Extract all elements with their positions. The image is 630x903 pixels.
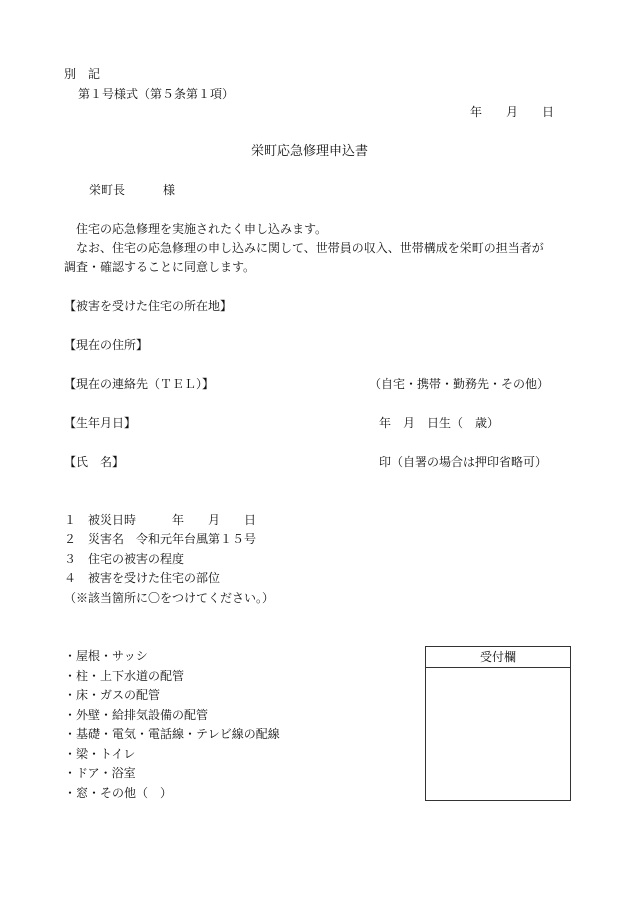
appendix-label: 別 記 bbox=[64, 67, 101, 81]
reception-box bbox=[425, 646, 571, 801]
list-item: ・柱・上下水道の配管 bbox=[64, 669, 185, 683]
addressee-name: 栄町長 bbox=[89, 183, 126, 197]
intro-line-3: 調査・確認することに同意します。 bbox=[64, 260, 256, 274]
item-damage-degree: ３ 住宅の被害の程度 bbox=[64, 552, 185, 566]
date-line: 年 月 日 bbox=[470, 105, 555, 119]
form-number: 第１号様式（第５条第１項） bbox=[78, 87, 235, 101]
list-item: ・屋根・サッシ bbox=[64, 649, 148, 663]
contact-note: （自宅・携帯・勤務先・その他） bbox=[369, 377, 550, 391]
contact-label: 【現在の連絡先（ＴＥＬ）】 bbox=[64, 377, 215, 391]
reception-label: 受付欄 bbox=[426, 647, 570, 668]
page-title: 栄町応急修理申込書 bbox=[251, 144, 369, 159]
name-label: 【氏 名】 bbox=[64, 455, 125, 469]
item-disaster-date: １ 被災日時 年 月 日 bbox=[64, 513, 257, 527]
intro-line-1: 住宅の応急修理を実施されたく申し込みます。 bbox=[76, 222, 328, 236]
list-item: ・外壁・給排気設備の配管 bbox=[64, 708, 209, 722]
current-address-label: 【現在の住所】 bbox=[64, 338, 149, 352]
damaged-address-label: 【被害を受けた住宅の所在地】 bbox=[64, 299, 233, 313]
list-item: ・基礎・電気・電話線・テレビ線の配線 bbox=[64, 727, 280, 741]
list-item: ・梁・トイレ bbox=[64, 747, 136, 761]
circle-instruction: （※該当箇所に〇をつけてください。） bbox=[64, 591, 275, 605]
birthdate-label: 【生年月日】 bbox=[64, 416, 137, 430]
item-disaster-name: ２ 災害名 令和元年台風第１５号 bbox=[64, 532, 257, 546]
list-item: ・ドア・浴室 bbox=[64, 766, 136, 780]
list-item: ・床・ガスの配管 bbox=[64, 688, 161, 702]
item-damaged-part: ４ 被害を受けた住宅の部位 bbox=[64, 571, 221, 585]
birthdate-format: 年 月 日生（ 歳） bbox=[379, 416, 500, 430]
addressee-honorific: 様 bbox=[163, 183, 176, 197]
list-item: ・窓・その他（ ） bbox=[64, 786, 173, 800]
intro-line-2: なお、住宅の応急修理の申し込みに関して、世帯員の収入、世帯構成を栄町の担当者が bbox=[76, 241, 544, 255]
seal-note: 印（自署の場合は押印省略可） bbox=[379, 455, 548, 469]
